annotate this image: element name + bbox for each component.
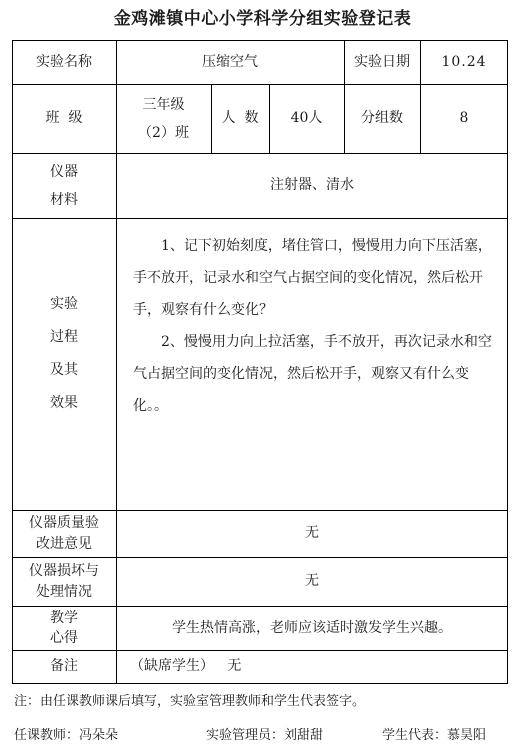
experiment-date-label: 实验日期 — [354, 53, 410, 70]
materials-label-line2: 材料 — [50, 191, 78, 208]
process-label — [12, 288, 116, 420]
materials-value: 注射器、清水 — [270, 177, 354, 193]
class-label: 班 级 — [45, 110, 83, 126]
quality-label-line1: 仪器质量验 — [29, 514, 99, 531]
teaching-value: 学生热情高涨，老师应该适时激发学生兴趣。 — [172, 619, 452, 636]
quality-value: 无 — [305, 525, 319, 541]
damage-label-line2: 处理情况 — [36, 583, 92, 600]
process-step-2: 2、慢慢用力向上拉活塞，手不放开，再次记录水和空气占据空间的变化情况，然后松开手，观察又有什么变化。。 — [133, 334, 492, 414]
experiment-form-table — [12, 40, 508, 684]
class-value-grade: 三年级 — [142, 96, 185, 113]
damage-label — [12, 557, 116, 606]
student-signature: 学生代表：慕昊阳 — [382, 728, 487, 743]
people-label: 人 数 — [221, 110, 259, 126]
remark-label: 备注 — [50, 658, 78, 674]
experiment-name-label: 实验名称 — [36, 53, 92, 70]
teaching-label-line1: 教学 — [50, 610, 78, 626]
class-value — [116, 84, 211, 153]
form-title: 金鸡滩镇中心小学科学分组实验登记表 — [113, 9, 412, 29]
groups-value: 8 — [459, 110, 469, 126]
damage-label-line1: 仪器损坏与 — [29, 562, 99, 579]
class-value-class: （2）班 — [138, 124, 189, 141]
materials-label — [12, 153, 116, 218]
footnote: 注：由任课教师课后填写，实验室管理教师和学生代表签字。 — [14, 694, 366, 709]
teaching-label — [12, 606, 116, 650]
process-label-line3: 及其 — [50, 362, 78, 378]
process-step-1: 1、记下初始刻度，堵住管口，慢慢用力向下压活塞，手不放开，记录水和空气占据空间的变化情况，然后松开手，观察有什么变化？ — [133, 238, 492, 318]
experiment-name-value: 压缩空气 — [202, 53, 258, 70]
process-label-line4: 效果 — [50, 395, 78, 411]
materials-label-line1: 仪器 — [50, 163, 78, 180]
process-label-line2: 过程 — [50, 329, 78, 345]
process-text — [133, 230, 503, 422]
teacher-signature: 任课教师：冯朵朵 — [14, 728, 119, 743]
process-label-line1: 实验 — [50, 296, 78, 312]
experiment-date-value: 10.24 — [441, 53, 487, 70]
damage-value: 无 — [305, 573, 319, 589]
manager-signature: 实验管理员：刘甜甜 — [206, 728, 324, 743]
people-value: 40人 — [290, 110, 323, 126]
quality-label-line2: 改进意见 — [36, 535, 92, 552]
quality-label — [12, 510, 116, 557]
teaching-label-line2: 心得 — [50, 630, 78, 646]
remark-value: （缺席学生） 无 — [130, 658, 242, 674]
groups-label: 分组数 — [361, 110, 403, 126]
